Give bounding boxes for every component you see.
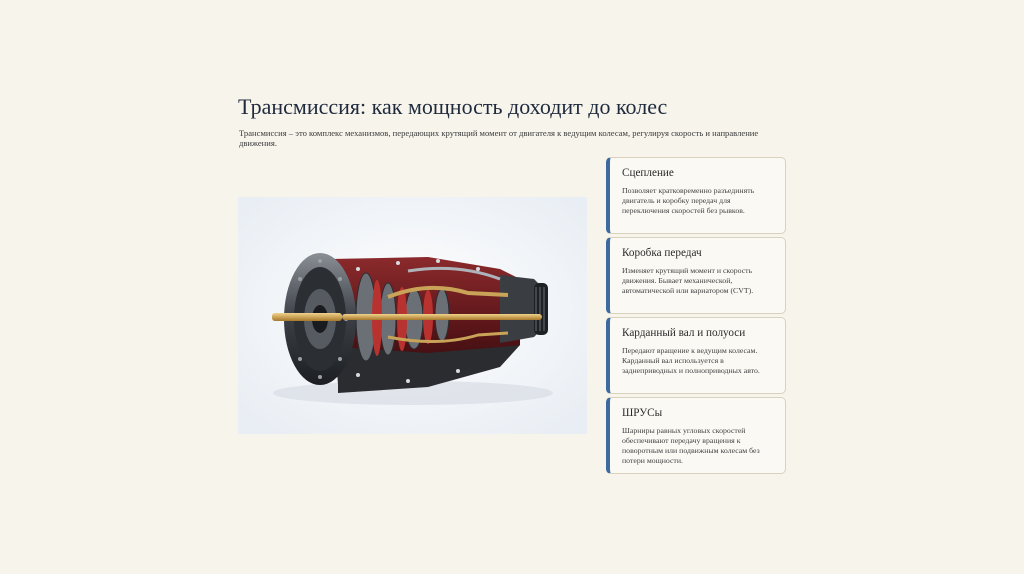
card-text: Позволяет кратковременно разъединять двигатель и коробку передач для переключения скоростей без рывков. [622,186,755,215]
card-text: Шарниры равных угловых скоростей обеспечивают передачу вращения к поворотным или подвижным колесам без потери мощности. [622,426,760,465]
transmission-illustration [238,197,587,434]
card-title: Сцепление [622,167,674,179]
card-gearbox [606,237,786,314]
card-title: Коробка передач [622,247,702,259]
card-title: Карданный вал и полуоси [622,327,746,339]
card-clutch [606,157,786,234]
card-driveshaft [606,317,786,394]
card-text: Передают вращение к ведущим колесам. Карданный вал используется в заднеприводных и полноприводных авто. [622,346,760,375]
card-text: Изменяет крутящий момент и скорость движения. Бывает механической, автоматической или вариатором (CVT). [622,266,754,295]
component-cards [606,157,786,477]
slide-title: Трансмиссия: как мощность доходит до колес [238,94,668,119]
card-cv-joints [606,397,786,474]
card-title: ШРУСы [622,407,663,419]
slide-intro: Трансмиссия – это комплекс механизмов, передающих крутящий момент от двигателя к ведущим колесам, регулируя скорость и направление движения. [239,128,759,149]
